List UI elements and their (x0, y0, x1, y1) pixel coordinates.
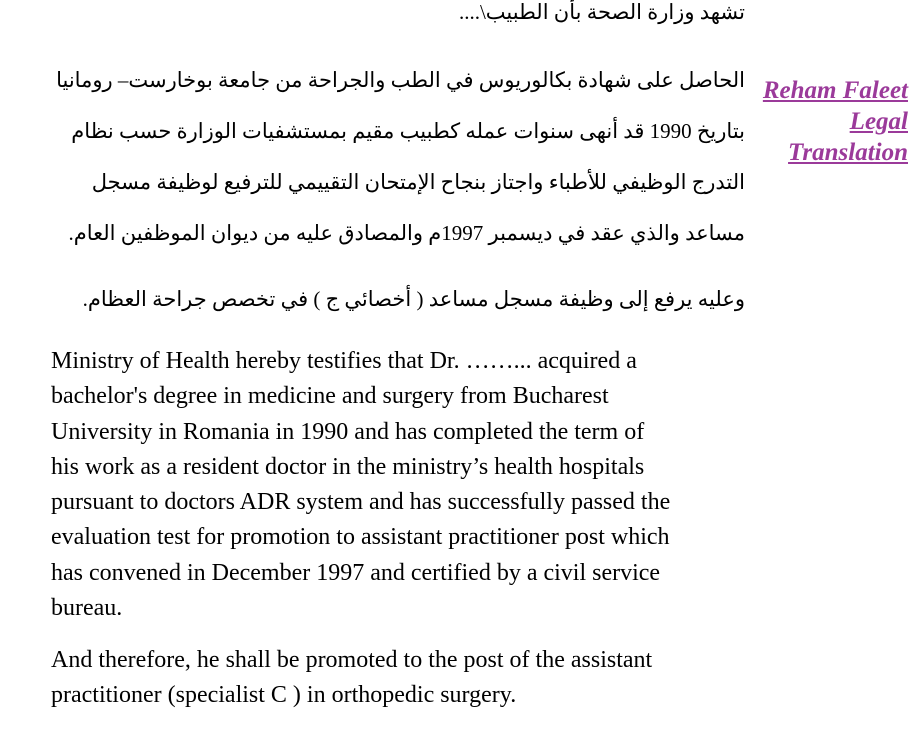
english-line: practitioner (specialist C ) in orthopedic surgery. (51, 682, 517, 709)
english-conclusion-paragraph (51, 643, 751, 714)
translator-watermark (763, 75, 908, 168)
arabic-line: الحاصل على شهادة بكالوريوس في الطب والجراحة من جامعة بوخارست– رومانيا (56, 68, 745, 92)
english-line: pursuant to doctors ADR system and has successfully passed the (51, 489, 671, 516)
watermark-line: Legal (849, 108, 908, 135)
arabic-line: بتاريخ 1990 قد أنهى سنوات عمله كطبيب مقيم بمستشفيات الوزارة حسب نظام (71, 119, 745, 143)
english-line: his work as a resident doctor in the ministry’s health hospitals (51, 453, 645, 480)
arabic-body-paragraph (45, 55, 745, 259)
arabic-line: التدرج الوظيفي للأطباء واجتاز بنجاح الإمتحان التقييمي للترفيع لوظيفة مسجل (91, 170, 745, 194)
arabic-opening-line (45, 0, 745, 38)
english-line: University in Romania in 1990 and has completed the term of (51, 418, 645, 445)
english-line: has convened in December 1997 and certified by a civil service (51, 559, 661, 586)
english-body-paragraph (51, 344, 751, 626)
english-line: bachelor's degree in medicine and surgery from Bucharest (51, 383, 609, 410)
arabic-conclusion-paragraph (45, 274, 745, 325)
arabic-line: مساعد والذي عقد في ديسمبر 1997م والمصادق عليه من ديوان الموظفين العام. (68, 221, 745, 245)
english-line: And therefore, he shall be promoted to the post of the assistant (51, 647, 653, 673)
arabic-line: تشهد وزارة الصحة بأن الطبيب\.... (458, 0, 745, 24)
english-line: Ministry of Health hereby testifies that Dr. ……... acquired a (51, 348, 637, 374)
watermark-line: Translation (788, 139, 908, 166)
english-line: evaluation test for promotion to assistant practitioner post which (51, 524, 670, 551)
english-line: bureau. (51, 595, 123, 622)
arabic-line: وعليه يرفع إلى وظيفة مسجل مساعد ( أخصائي ج ) في تخصص جراحة العظام. (82, 287, 745, 311)
watermark-line: Reham Faleet (762, 77, 908, 104)
